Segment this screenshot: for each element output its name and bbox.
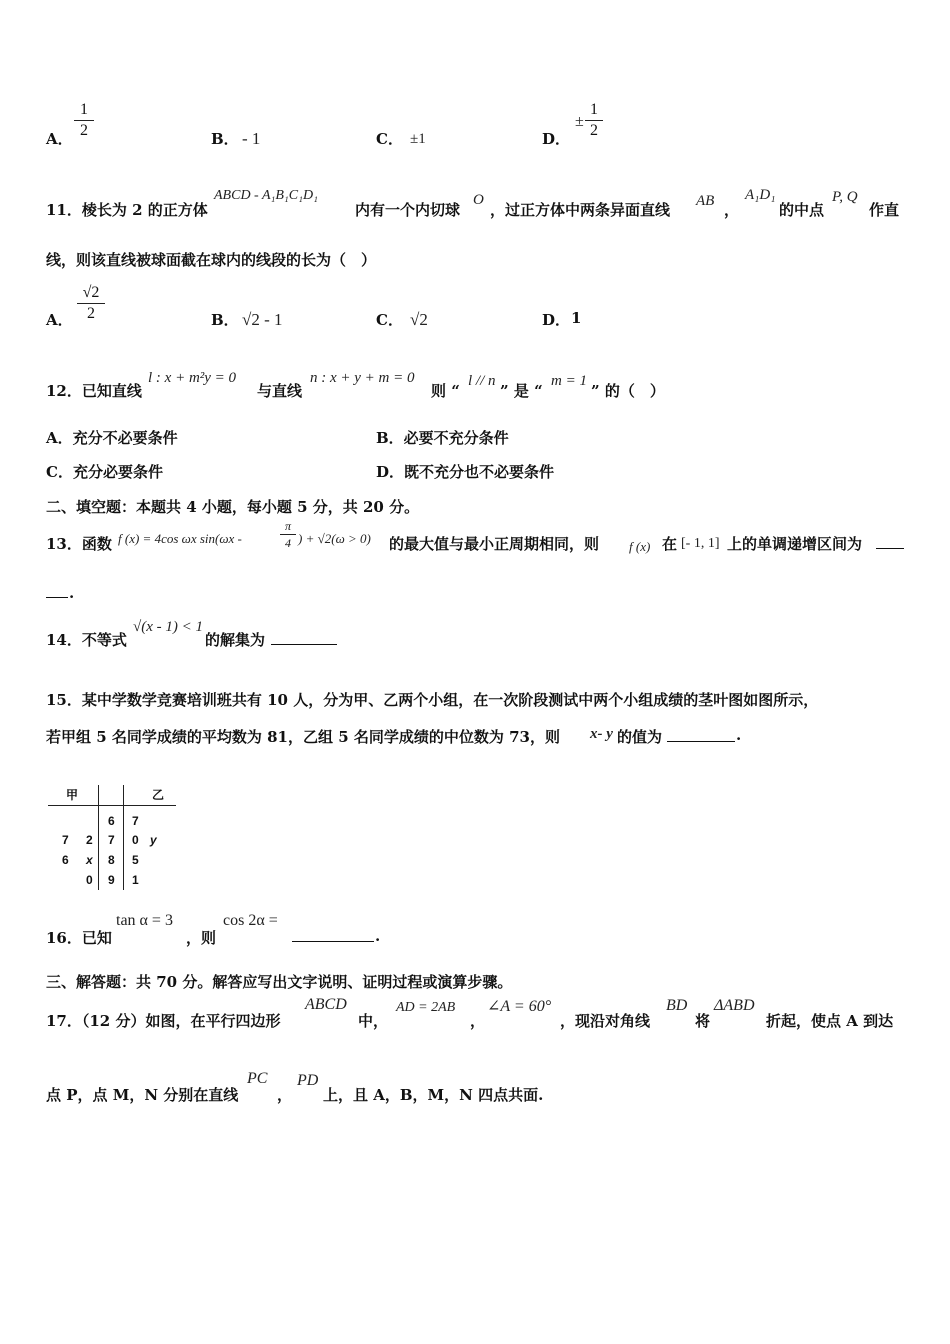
q13-text-1: 13．函数 [46, 535, 112, 553]
q17-text-2: 中， [358, 1012, 389, 1030]
q10-option-a-label: A． [46, 130, 73, 148]
q15-answer-blank[interactable] [667, 727, 735, 742]
q13-math-function-b: ) + √2(ω > 0) [298, 531, 371, 546]
stem-leaf-header-rule [48, 805, 176, 806]
q12-text-5: ” 的（ ） [591, 382, 665, 400]
q12-math-line-l: l : x + m²y = 0 [148, 370, 237, 386]
q14-text-1: 14．不等式 [46, 631, 127, 649]
q11-text-3: ，过正方体中两条异面直线 [490, 201, 671, 219]
q10-option-b-label: B． [211, 130, 239, 148]
stem-leaf-leaf: 0 [132, 833, 139, 847]
q11-text-6: 作直 [869, 201, 900, 219]
stem-leaf-leaf: 7 [132, 814, 139, 828]
q17-text-4: ，现沿对角线 [560, 1012, 651, 1030]
q17-math-pd: PD [297, 1072, 319, 1089]
q16-text-3: . [375, 927, 381, 945]
q17-text-3: ， [470, 1012, 486, 1030]
q11-line-2: 线，则该直线被球面截在球内的线段的长为（ ） [46, 251, 377, 269]
q12-option-c: C．充分必要条件 [46, 463, 163, 481]
q16-answer-blank[interactable] [292, 927, 374, 942]
q13-answer-blank-1[interactable] [876, 534, 904, 549]
q17-math-bd: BD [666, 997, 688, 1014]
q13-math-pi-over-4: $\frac{\pi}{4}$ [280, 518, 296, 551]
q11-option-d-label: D． [542, 311, 571, 329]
q12-option-a: A．充分不必要条件 [46, 429, 178, 447]
q17-math-triangle-abd: ΔABD [714, 997, 755, 1014]
stem-leaf-stem: 7 [108, 833, 115, 847]
q11-text-5: 的中点 [779, 201, 825, 219]
stem-leaf-leaf: 5 [132, 853, 139, 867]
q12-text-3: 则 “ [431, 382, 460, 400]
q14-math-inequality: √(x - 1) < 1 [133, 619, 203, 635]
q16-math-cos: cos 2α = [223, 912, 278, 929]
q11-text-2: 内有一个内切球 [355, 201, 461, 219]
q11-math-cube: ABCD - A₁B₁C₁D₁ [214, 188, 318, 203]
q11-option-a-label: A． [46, 311, 73, 329]
stem-leaf-stem: 6 [108, 814, 115, 828]
q17-math-angle-a: ∠A = 60° [487, 998, 552, 1015]
stem-leaf-leaf: 1 [132, 873, 139, 887]
q17-line-2a: 点 P，点 M，N 分别在直线 [46, 1086, 239, 1104]
q12-math-parallel: l // n [468, 373, 496, 389]
q15-line-2c: . [736, 726, 742, 744]
stem-leaf-title-right: 乙 [152, 788, 165, 802]
q14-answer-blank[interactable] [271, 630, 337, 645]
stem-leaf-leaf: 6 [62, 853, 69, 867]
q16-text-1: 16．已知 [46, 929, 112, 947]
q17-line-2b: ， [277, 1086, 293, 1104]
stem-leaf-leaf: 2 [86, 833, 93, 847]
q12-math-m-eq-1: m = 1 [551, 373, 587, 389]
q15-line-2a: 若甲组 5 名同学成绩的平均数为 81，乙组 5 名同学成绩的中位数为 73，则 [46, 728, 560, 746]
q16-text-2: ，则 [186, 929, 217, 947]
q11-math-pq: P, Q [832, 189, 858, 205]
q13-answer-blank-2[interactable] [46, 583, 68, 598]
q12-option-d: D．既不充分也不必要条件 [376, 463, 555, 481]
q11-text-4: ， [724, 201, 740, 219]
q11-option-c-label: C． [376, 311, 403, 329]
q17-math-pc: PC [247, 1070, 268, 1087]
q13-math-function-a: f (x) = 4cos ωx sin(ωx - [118, 531, 242, 546]
section-3-heading: 三、解答题：共 70 分。解答应写出文字说明、证明过程或演算步骤。 [46, 973, 513, 991]
q13-text-4: 上的单调递增区间为 [727, 535, 863, 553]
q12-math-line-n: n : x + y + m = 0 [310, 370, 415, 386]
q15-math-x-minus-y: x- y [590, 726, 613, 742]
q10-option-c-value: ±1 [410, 131, 426, 147]
q17-text-1: 17．（12 分）如图，在平行四边形 [46, 1012, 281, 1030]
q16-math-tan: tan α = 3 [116, 912, 173, 929]
q13-text-3: 在 [662, 535, 678, 553]
q12-text-4: ” 是 “ [500, 382, 543, 400]
q10-option-d-fraction: $\frac{1}{2}$ [585, 100, 603, 141]
q17-math-ad-2ab: AD = 2AB [396, 1000, 456, 1015]
q15-line-2b: 的值为 [617, 728, 663, 746]
q11-option-b-label: B． [211, 311, 239, 329]
q14-text-2: 的解集为 [205, 631, 266, 649]
q11-math-a1d1: A₁D₁ [745, 187, 776, 203]
q12-text-2: 与直线 [257, 382, 303, 400]
q17-text-5: 将 [695, 1012, 711, 1030]
q11-option-a-fraction: $\frac{√2}{2}$ [77, 283, 105, 324]
q15-line-1: 15．某中学数学竞赛培训班共有 10 人，分为甲、乙两个小组，在一次阶段测试中两个小组成绩的茎叶图如图所示， [46, 691, 819, 709]
q10-option-b-value: - 1 [242, 129, 261, 148]
stem-leaf-leaf: y [150, 833, 157, 847]
q13-math-interval: [- 1, 1] [681, 536, 720, 551]
q11-option-d-value: 1 [571, 309, 582, 327]
q17-math-abcd: ABCD [305, 996, 347, 1013]
q11-option-b-value: √2 - 1 [242, 310, 283, 329]
q11-option-c-value: √2 [410, 310, 428, 329]
q10-option-d-label: D． [542, 130, 571, 148]
q17-line-2c: 上，且 A，B，M，N 四点共面. [323, 1086, 544, 1104]
q11-text-1: 11．棱长为 2 的正方体 [46, 201, 208, 219]
q13-math-fx: f (x) [629, 539, 651, 554]
q12-text-1: 12．已知直线 [46, 382, 142, 400]
stem-leaf-leaf: x [86, 853, 93, 867]
stem-leaf-leaf: 0 [86, 873, 93, 887]
stem-leaf-left-divider [98, 785, 99, 890]
q11-math-o: O [473, 192, 484, 208]
q10-option-c-label: C． [376, 130, 403, 148]
q13-text-2: 的最大值与最小正周期相同，则 [389, 535, 600, 553]
q17-text-6: 折起，使点 A 到达 [766, 1012, 894, 1030]
stem-leaf-stem: 9 [108, 873, 115, 887]
q13-text-5: . [69, 584, 75, 602]
q11-math-ab: AB [696, 193, 715, 209]
q10-option-d-sign: ± [575, 113, 584, 130]
stem-leaf-stem: 8 [108, 853, 115, 867]
q12-option-b: B．必要不充分条件 [376, 429, 509, 447]
section-2-heading: 二、填空题：本题共 4 小题，每小题 5 分，共 20 分。 [46, 498, 420, 516]
q10-option-a-fraction: $\frac{1}{2}$ [74, 100, 94, 141]
stem-leaf-leaf: 7 [62, 833, 69, 847]
stem-leaf-title-left: 甲 [66, 788, 79, 802]
stem-leaf-right-divider [123, 785, 124, 890]
